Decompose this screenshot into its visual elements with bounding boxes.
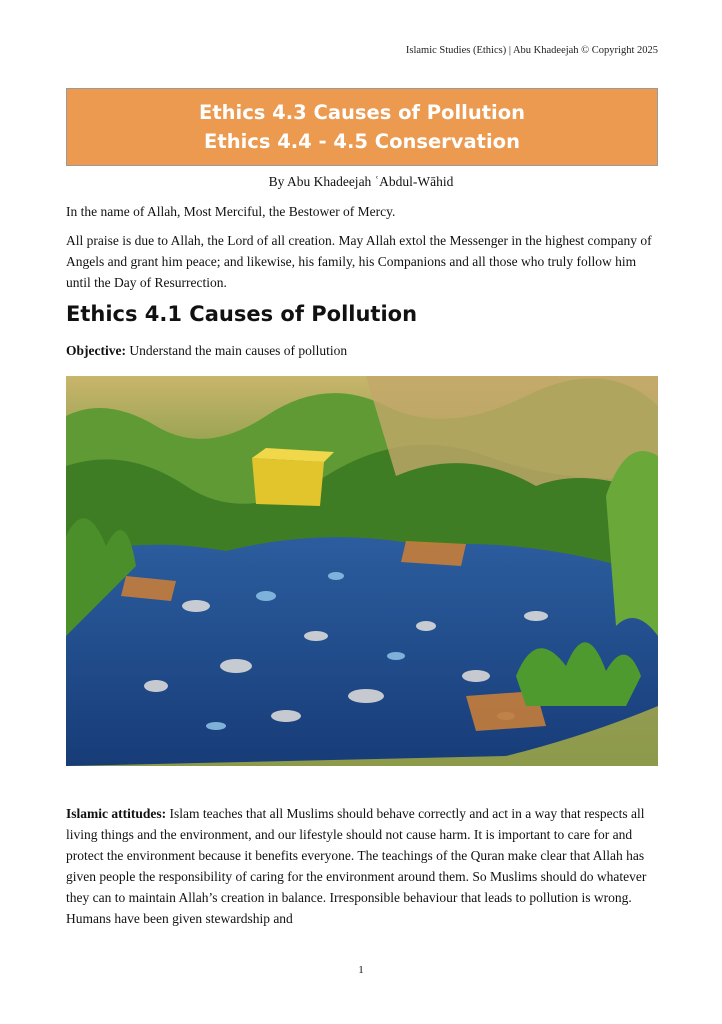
running-header: Islamic Studies (Ethics) | Abu Khadeejah © Copyright 2025 <box>405 45 658 56</box>
objective-text: Understand the main causes of pollution <box>125 343 348 358</box>
section-heading: Ethics 4.1 Causes of Pollution <box>66 302 418 326</box>
basmala-paragraph: In the name of Allah, Most Merciful, the Bestower of Mercy. <box>66 204 396 219</box>
title-line-1: Ethics 4.3 Causes of Pollution <box>199 101 525 124</box>
page-number: 1 <box>358 964 364 976</box>
attitudes-text: Islam teaches that all Muslims should behave correctly and act in a way that respects all living things and the environment, and our lifestyle should not cause harm. It is important to care for and protect the environment because it benefits everyone. The teachings of the Quran make clear that Allah has given people the responsibility of caring for the environment around them. So Muslims should do whatever they can to maintain Allah’s creation in balance. Irresponsible behaviour that leads to pollution is wrong. Humans have been given stewardship and <box>66 806 647 926</box>
title-line-2: Ethics 4.4 - 4.5 Conservation <box>204 130 520 153</box>
praise-paragraph: All praise is due to Allah, the Lord of all creation. May Allah extol the Messenger in the highest company of Angels and grant him peace; and likewise, his family, his Companions and all those who truly follow him until the Day of Resurrection. <box>66 233 652 290</box>
polluted-pond-photo <box>66 376 658 766</box>
objective-label: Objective: <box>66 343 126 358</box>
attitudes-paragraph <box>66 803 660 929</box>
attitudes-label: Islamic attitudes: <box>66 806 167 821</box>
objective-line <box>66 340 660 361</box>
title-banner <box>66 88 658 166</box>
author-line: By Abu Khadeejah ʿAbdul-Wāhid <box>268 174 454 189</box>
